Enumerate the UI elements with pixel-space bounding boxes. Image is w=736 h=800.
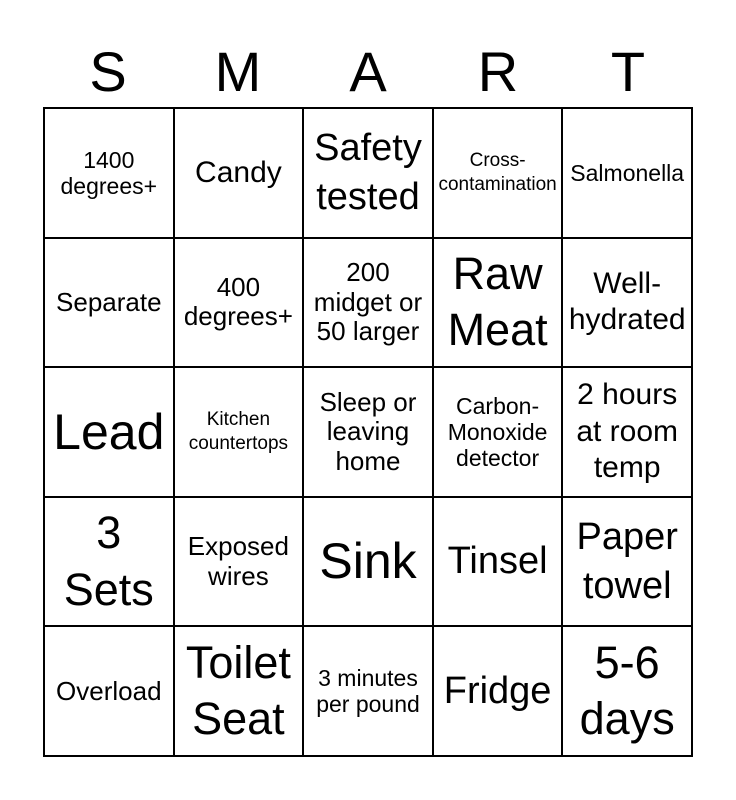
bingo-cell[interactable]: Separate: [44, 238, 174, 368]
bingo-cell[interactable]: Safety tested: [303, 108, 433, 238]
bingo-header: [43, 40, 693, 104]
bingo-cell[interactable]: 3 minutes per pound: [303, 626, 433, 756]
bingo-cell[interactable]: 200 midget or 50 larger: [303, 238, 433, 368]
bingo-cell[interactable]: 2 hours at room temp: [562, 367, 692, 497]
bingo-cell[interactable]: Lead: [44, 367, 174, 497]
bingo-cell[interactable]: Raw Meat: [433, 238, 563, 368]
bingo-cell[interactable]: Well- hydrated: [562, 238, 692, 368]
bingo-cell[interactable]: Toilet Seat: [174, 626, 304, 756]
bingo-cell[interactable]: Sink: [303, 497, 433, 627]
bingo-cell[interactable]: 400 degrees+: [174, 238, 304, 368]
bingo-cell[interactable]: Tinsel: [433, 497, 563, 627]
bingo-cell[interactable]: 3 Sets: [44, 497, 174, 627]
header-letter-r: R: [477, 40, 519, 103]
bingo-cell[interactable]: Fridge: [433, 626, 563, 756]
bingo-cell[interactable]: Candy: [174, 108, 304, 238]
header-letter-s: S: [89, 40, 127, 103]
header-letter-a: A: [349, 40, 387, 103]
bingo-cell[interactable]: Sleep or leaving home: [303, 367, 433, 497]
bingo-cell[interactable]: Overload: [44, 626, 174, 756]
bingo-cell[interactable]: 1400 degrees+: [44, 108, 174, 238]
bingo-cell[interactable]: Exposed wires: [174, 497, 304, 627]
bingo-cell[interactable]: Carbon- Monoxide detector: [433, 367, 563, 497]
header-letter-t: T: [610, 40, 646, 103]
bingo-board: [43, 107, 693, 757]
bingo-cell[interactable]: Paper towel: [562, 497, 692, 627]
bingo-cell[interactable]: Kitchen countertops: [174, 367, 304, 497]
bingo-cell[interactable]: 5-6 days: [562, 626, 692, 756]
header-letter-m: M: [214, 40, 262, 103]
bingo-cell[interactable]: Cross- contamination: [433, 108, 563, 238]
bingo-cell[interactable]: Salmonella: [562, 108, 692, 238]
